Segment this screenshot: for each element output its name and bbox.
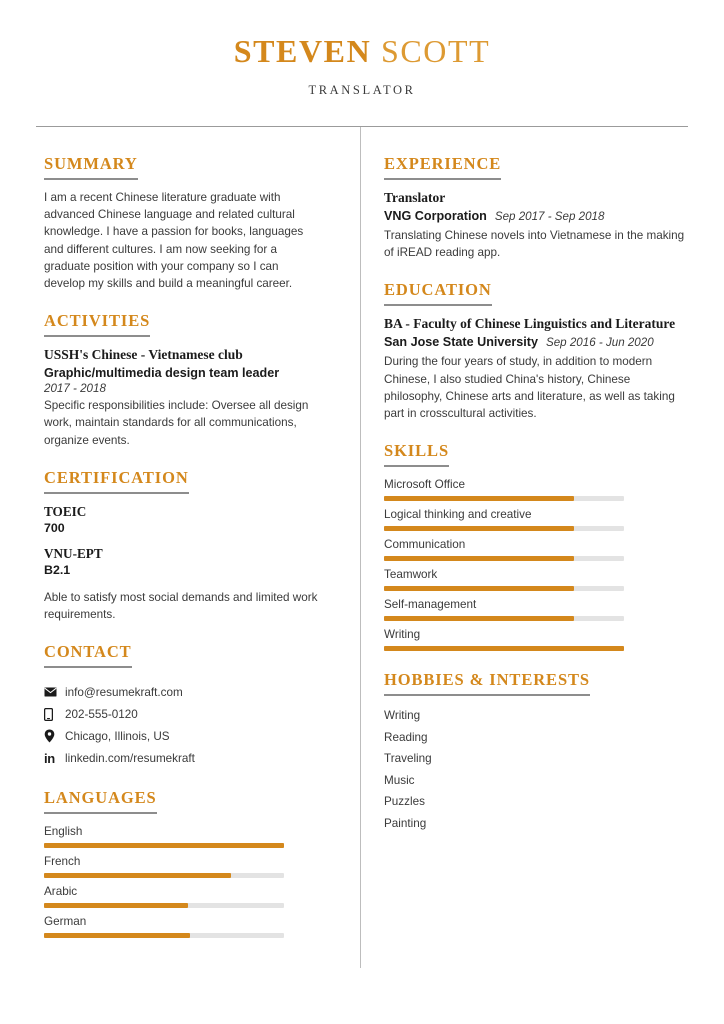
certification-name: VNU-EPT xyxy=(44,545,103,561)
skill-item xyxy=(384,596,688,621)
experience-dates: Sep 2017 - Sep 2018 xyxy=(494,210,605,223)
certification-item xyxy=(44,545,322,579)
education-school: San Jose State University xyxy=(384,335,538,350)
education-dates: Sep 2016 - Jun 2020 xyxy=(546,336,654,350)
summary-heading: SUMMARY xyxy=(44,154,138,180)
language-bar-fill xyxy=(44,933,190,938)
experience-position: Translator xyxy=(384,190,446,205)
section-education xyxy=(384,280,688,422)
skill-bar-fill xyxy=(384,496,574,501)
hobby-item: Traveling xyxy=(384,752,432,766)
education-description: During the four years of study, in addition to modern Chinese, I also studied China's history, Chinese philosophy, Chinese arts and literature, as well as taking part in crosscultural activities. xyxy=(384,355,675,421)
activity-dates: 2017 - 2018 xyxy=(44,382,106,396)
skills-heading: SKILLS xyxy=(384,441,449,467)
skill-label: Writing xyxy=(384,628,421,642)
skill-label: Logical thinking and creative xyxy=(384,508,532,522)
skill-item xyxy=(384,536,688,561)
skill-bar-track xyxy=(384,586,624,591)
skill-bar-fill xyxy=(384,556,574,561)
certification-note: Able to satisfy most social demands and limited work requirements. xyxy=(44,590,318,622)
contact-item-linkedin[interactable] xyxy=(44,747,322,769)
contact-heading: CONTACT xyxy=(44,642,132,668)
education-school-row xyxy=(384,333,688,351)
language-item xyxy=(44,913,322,938)
certification-score: B2.1 xyxy=(44,562,71,577)
skill-item xyxy=(384,506,688,531)
skill-label: Teamwork xyxy=(384,568,438,582)
languages-heading: LANGUAGES xyxy=(44,788,157,814)
experience-description: Translating Chinese novels into Vietnamese in the making of iREAD reading app. xyxy=(384,229,685,260)
contact-item-email[interactable] xyxy=(44,681,322,703)
linkedin-icon: in xyxy=(44,750,55,766)
language-bar-track xyxy=(44,903,284,908)
language-bar-track xyxy=(44,843,284,848)
resume-header xyxy=(0,0,724,98)
language-item xyxy=(44,823,322,848)
contact-item-phone[interactable] xyxy=(44,703,322,725)
first-name: STEVEN xyxy=(233,33,372,69)
skill-label: Communication xyxy=(384,538,466,552)
contact-phone-value: 202-555-0120 xyxy=(65,707,138,721)
skill-bar-fill xyxy=(384,646,624,651)
skill-bar-fill xyxy=(384,586,574,591)
hobby-item: Writing xyxy=(384,709,421,723)
envelope-icon xyxy=(44,687,63,697)
skill-bar-fill xyxy=(384,526,574,531)
section-experience xyxy=(384,154,688,261)
page-title xyxy=(0,34,724,69)
certification-name: TOEIC xyxy=(44,503,87,519)
resume-columns xyxy=(0,127,724,957)
skill-bar-track xyxy=(384,646,624,651)
contact-item-location[interactable] xyxy=(44,725,322,747)
section-skills xyxy=(384,441,688,651)
language-item xyxy=(44,883,322,908)
job-title: TRANSLATOR xyxy=(308,83,416,98)
language-bar-fill xyxy=(44,843,284,848)
right-column xyxy=(360,127,724,957)
contact-linkedin-value: linkedin.com/resumekraft xyxy=(65,751,195,765)
section-activities xyxy=(44,311,322,449)
section-languages xyxy=(44,788,322,938)
language-bar-track xyxy=(44,933,284,938)
certification-item xyxy=(44,503,322,537)
skill-bar-track xyxy=(384,496,624,501)
contact-list xyxy=(44,681,322,769)
last-name: SCOTT xyxy=(380,33,491,69)
language-item xyxy=(44,853,322,878)
section-certification xyxy=(44,468,322,623)
language-bar-track xyxy=(44,873,284,878)
skill-bar-track xyxy=(384,616,624,621)
certification-heading: CERTIFICATION xyxy=(44,468,189,494)
education-heading: EDUCATION xyxy=(384,280,492,306)
skill-bar-track xyxy=(384,526,624,531)
language-label: German xyxy=(44,915,87,929)
activity-role: Graphic/multimedia design team leader xyxy=(44,366,280,381)
summary-text: I am a recent Chinese literature graduate with advanced Chinese language and related cultural knowledge. I have a passion for books, languages and different cultures. I am now seeking for a graduate position with your company so I can develop my skills and build a meaningful career. xyxy=(44,191,304,291)
experience-company-row xyxy=(384,207,688,225)
education-degree: BA - Faculty of Chinese Linguistics and Literature xyxy=(384,316,676,332)
phone-icon xyxy=(44,708,63,721)
hobby-item: Reading xyxy=(384,730,428,744)
language-label: English xyxy=(44,825,83,839)
activity-organization: USSH's Chinese - Vietnamese club xyxy=(44,347,243,363)
section-hobbies xyxy=(384,670,688,834)
contact-email-value: info@resumekraft.com xyxy=(65,685,183,699)
certification-score: 700 xyxy=(44,520,65,535)
skill-label: Self-management xyxy=(384,598,477,612)
section-summary xyxy=(44,154,322,292)
language-label: Arabic xyxy=(44,885,78,899)
skill-item xyxy=(384,626,688,651)
left-column xyxy=(0,127,360,957)
language-bar-fill xyxy=(44,873,231,878)
hobby-item: Music xyxy=(384,773,415,787)
experience-heading: EXPERIENCE xyxy=(384,154,501,180)
skill-item xyxy=(384,476,688,501)
language-bar-fill xyxy=(44,903,188,908)
activity-description: Specific responsibilities include: Oversee all design work, maintain standards for all communications, organize events. xyxy=(44,399,309,447)
skill-bar-fill xyxy=(384,616,574,621)
hobbies-heading: HOBBIES & INTERESTS xyxy=(384,670,590,696)
location-pin-icon xyxy=(44,729,63,743)
skill-bar-track xyxy=(384,556,624,561)
section-contact xyxy=(44,642,322,769)
hobby-item: Puzzles xyxy=(384,795,425,809)
skill-item xyxy=(384,566,688,591)
hobby-item: Painting xyxy=(384,816,427,830)
experience-company: VNG Corporation xyxy=(384,209,487,223)
contact-location-value: Chicago, Illinois, US xyxy=(65,729,170,743)
activities-heading: ACTIVITIES xyxy=(44,311,150,337)
skill-label: Microsoft Office xyxy=(384,478,465,492)
language-label: French xyxy=(44,855,81,869)
